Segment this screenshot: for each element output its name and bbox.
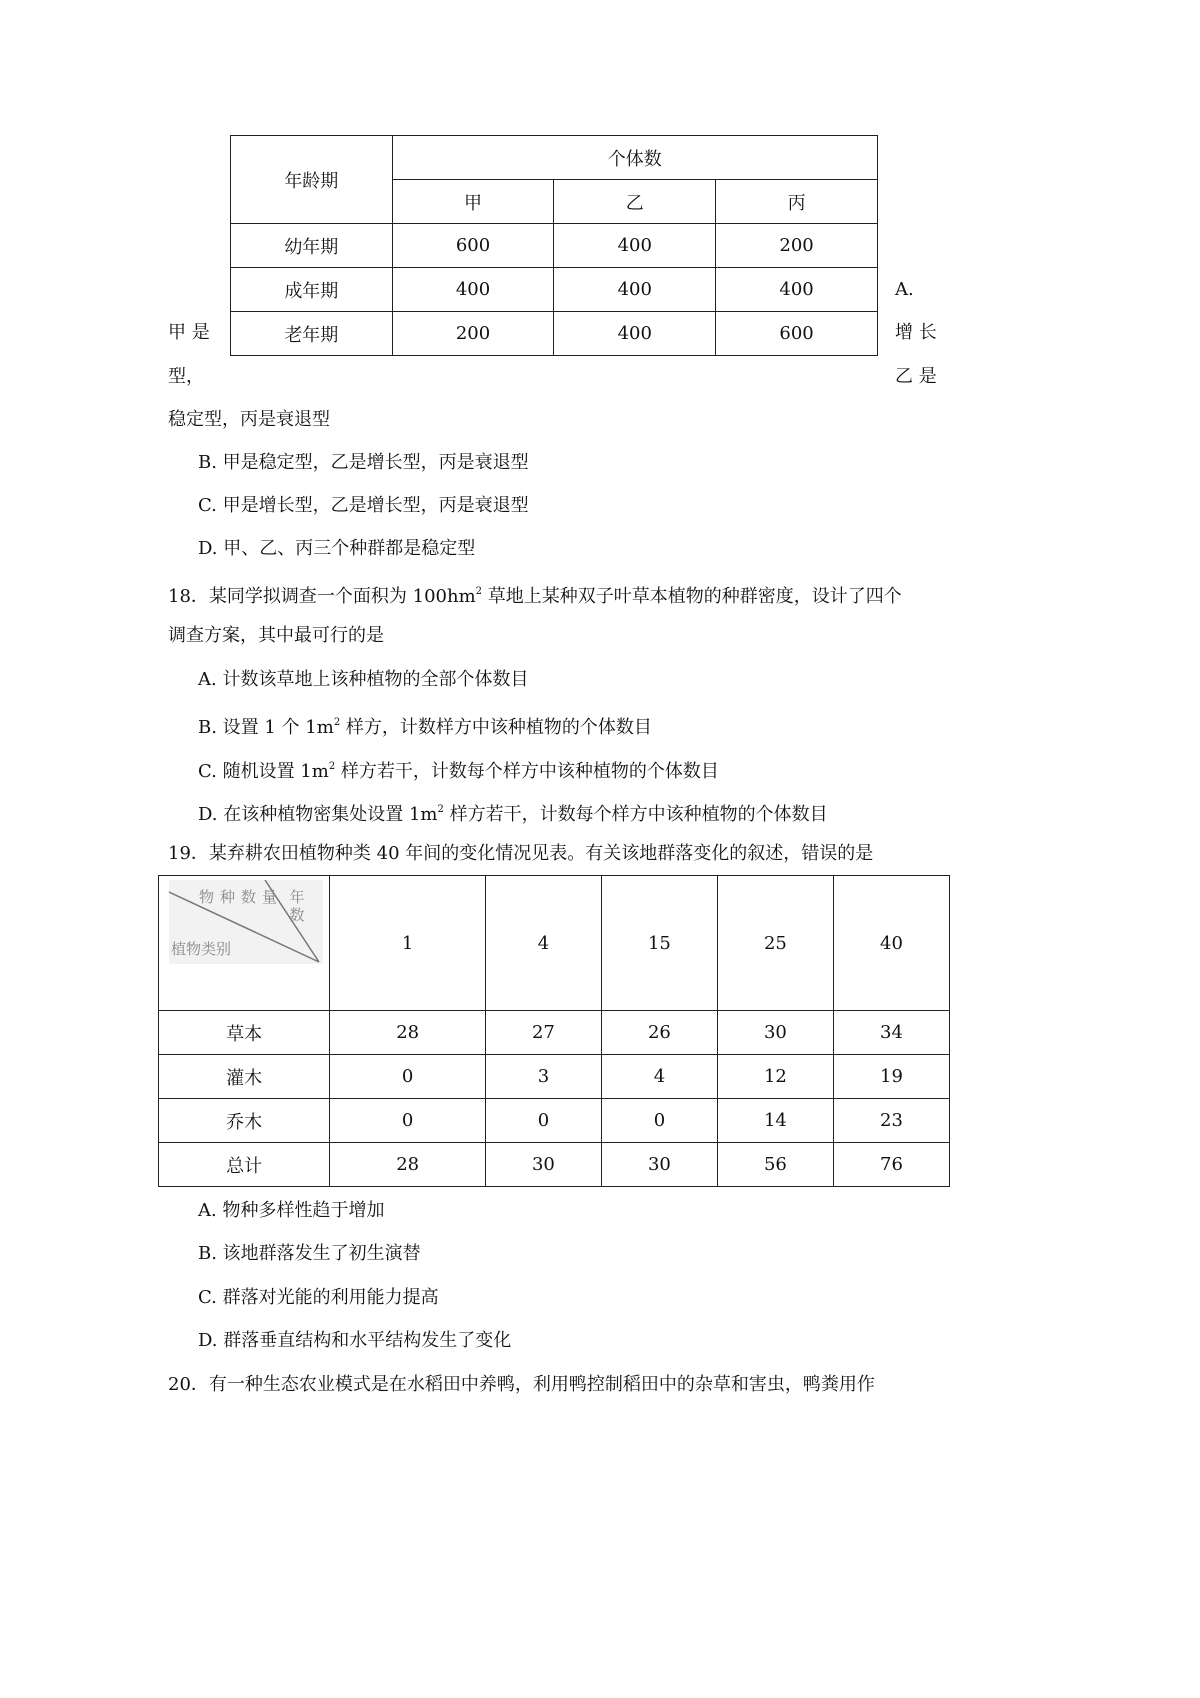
table-row [231, 268, 878, 312]
year-header: 15 [601, 876, 717, 1011]
cell: 26 [601, 1011, 717, 1055]
cell: 200 [392, 312, 554, 356]
superscript: 2 [333, 717, 341, 728]
cell: 400 [554, 268, 716, 312]
q18-stem-text: 18．某同学拟调查一个面积为 100hm [168, 586, 476, 607]
cell: 14 [717, 1099, 833, 1143]
table-row [231, 312, 878, 356]
q17-option-a-text: 甲 是 [168, 322, 210, 343]
q18-stem-cont: 调查方案，其中最可行的是 [168, 625, 384, 646]
option-text: 样方若干，计数每个样方中该种植物的个体数目 [335, 761, 719, 782]
header-age: 年龄期 [231, 136, 393, 224]
q18-option-c [198, 755, 719, 784]
year-header: 4 [485, 876, 601, 1011]
cell: 12 [717, 1055, 833, 1099]
year-header: 25 [717, 876, 833, 1011]
cell: 0 [485, 1099, 601, 1143]
header-group: 乙 [554, 180, 716, 224]
superscript: 2 [475, 586, 483, 597]
cell: 600 [716, 312, 878, 356]
option-text: B. 设置 1 个 1m [198, 717, 334, 738]
cell: 23 [833, 1099, 949, 1143]
cell: 28 [330, 1011, 486, 1055]
option-text: 样方，计数样方中该种植物的个体数目 [340, 717, 652, 738]
cell: 400 [554, 312, 716, 356]
diag-category: 植物类别 [171, 940, 232, 958]
year-header: 40 [833, 876, 949, 1011]
q17-option-a-text: 乙 是 [895, 366, 937, 387]
cell: 56 [717, 1143, 833, 1187]
q17-option-d: D. 甲、乙、丙三个种群都是稳定型 [198, 538, 476, 559]
option-text: 样方若干，计数每个样方中该种植物的个体数目 [443, 804, 828, 825]
q17-option-a-text: 增 长 [895, 322, 937, 343]
cell: 30 [485, 1143, 601, 1187]
table-row [159, 1099, 950, 1143]
table-row [159, 1011, 950, 1055]
option-text: D. 在该种植物密集处设置 1m [198, 804, 438, 825]
cell: 0 [601, 1099, 717, 1143]
row-label: 成年期 [231, 268, 393, 312]
q20-stem: 20．有一种生态农业模式是在水稻田中养鸭，利用鸭控制稻田中的杂草和害虫，鸭粪用作 [168, 1374, 875, 1395]
q18-stem [168, 580, 902, 609]
diagonal-header-image [169, 880, 323, 964]
q17-option-b: B. 甲是稳定型，乙是增长型，丙是衰退型 [198, 452, 529, 473]
superscript: 2 [437, 804, 444, 815]
cell: 27 [485, 1011, 601, 1055]
table-row [159, 1055, 950, 1099]
q19-stem: 19．某弃耕农田植物种类 40 年间的变化情况见表。有关该地群落变化的叙述，错误的是 [168, 843, 874, 864]
superscript: 2 [328, 761, 336, 772]
cell: 0 [330, 1055, 486, 1099]
diagonal-header-cell [159, 876, 330, 1011]
succession-table [158, 875, 950, 1187]
q18-stem-text: 草地上某种双子叶草本植物的种群密度，设计了四个 [482, 586, 902, 607]
cell: 19 [833, 1055, 949, 1099]
header-group: 甲 [392, 180, 554, 224]
row-label: 老年期 [231, 312, 393, 356]
cell: 0 [330, 1099, 486, 1143]
q17-option-a-text: 稳定型，丙是衰退型 [168, 409, 330, 430]
q19-option-d: D. 群落垂直结构和水平结构发生了变化 [198, 1330, 512, 1351]
row-label: 总计 [159, 1143, 330, 1187]
q19-option-b: B. 该地群落发生了初生演替 [198, 1243, 421, 1264]
q18-option-a: A. 计数该草地上该种植物的全部个体数目 [198, 669, 529, 690]
q17-option-a-label: A. [895, 279, 914, 300]
age-structure-table [230, 135, 878, 356]
q17-option-a-text: 型， [168, 366, 204, 387]
q17-option-c: C. 甲是增长型，乙是增长型，丙是衰退型 [198, 495, 529, 516]
cell: 200 [716, 224, 878, 268]
cell: 400 [392, 268, 554, 312]
table-row [231, 224, 878, 268]
cell: 28 [330, 1143, 486, 1187]
table-row [159, 1143, 950, 1187]
q18-option-b [198, 711, 652, 740]
option-text: C. 随机设置 1m [198, 761, 329, 782]
cell: 400 [716, 268, 878, 312]
header-group: 丙 [716, 180, 878, 224]
header-count: 个体数 [392, 136, 877, 180]
row-label: 灌木 [159, 1055, 330, 1099]
row-label: 幼年期 [231, 224, 393, 268]
q18-option-d [198, 798, 828, 827]
diag-years: 年数 [289, 888, 305, 924]
diag-species: 物种数量 [199, 888, 284, 906]
cell: 4 [601, 1055, 717, 1099]
row-label: 草本 [159, 1011, 330, 1055]
cell: 34 [833, 1011, 949, 1055]
cell: 600 [392, 224, 554, 268]
year-header: 1 [330, 876, 486, 1011]
cell: 400 [554, 224, 716, 268]
cell: 30 [601, 1143, 717, 1187]
q19-option-a: A. 物种多样性趋于增加 [198, 1200, 385, 1221]
q19-option-c: C. 群落对光能的利用能力提高 [198, 1287, 439, 1308]
cell: 30 [717, 1011, 833, 1055]
row-label: 乔木 [159, 1099, 330, 1143]
cell: 76 [833, 1143, 949, 1187]
cell: 3 [485, 1055, 601, 1099]
